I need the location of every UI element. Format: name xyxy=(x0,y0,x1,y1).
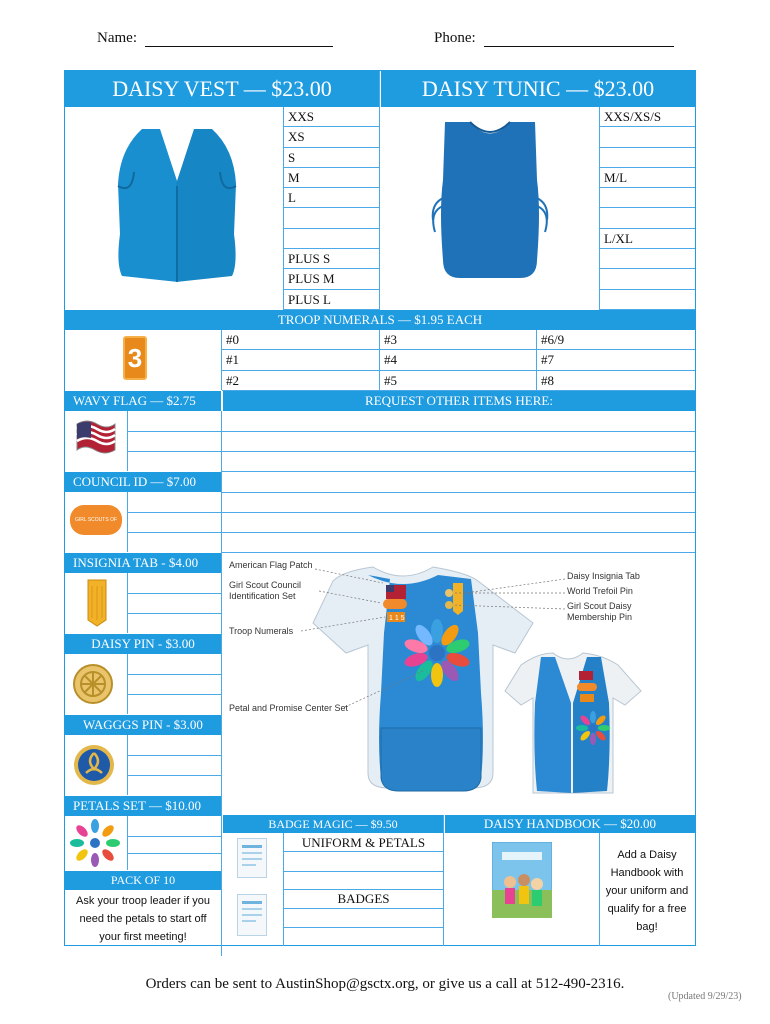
qty-line[interactable] xyxy=(128,694,221,695)
numeral-cell[interactable]: #2 xyxy=(222,371,380,391)
numeral-cell[interactable]: #5 xyxy=(380,371,538,391)
qty-line[interactable] xyxy=(128,593,221,594)
handbook-title: DAISY HANDBOOK — $20.00 xyxy=(445,815,695,833)
badge-option-badges: BADGES xyxy=(337,891,390,906)
petals-set-title: PETALS SET — $10.00 xyxy=(65,796,221,816)
tunic-image xyxy=(425,120,555,285)
callout-insignia: Daisy Insignia Tab xyxy=(567,571,640,581)
vest-size-row[interactable]: PLUS S xyxy=(284,249,379,269)
tunic-size-row[interactable] xyxy=(600,269,695,289)
pack-note: Ask your troop leader if you need the petals to start off your first meeting! xyxy=(76,895,210,943)
vest-size-row[interactable]: L xyxy=(284,188,379,208)
badge-row-line[interactable] xyxy=(284,908,443,909)
waggs-pin-image xyxy=(72,743,116,787)
vest-size-row[interactable]: PLUS M xyxy=(284,269,379,289)
daisy-pin-title: DAISY PIN - $3.00 xyxy=(65,634,221,654)
qty-line[interactable] xyxy=(128,613,221,614)
tunic-size-row[interactable] xyxy=(600,209,695,229)
badge-row-line[interactable] xyxy=(284,927,443,928)
tunic-size-row[interactable] xyxy=(600,249,695,269)
name-label: Name: xyxy=(97,30,137,46)
qty-line[interactable] xyxy=(128,775,221,776)
numeral-cell[interactable]: #6/9 xyxy=(537,330,695,350)
qty-line[interactable] xyxy=(128,836,221,837)
phone-label: Phone: xyxy=(434,30,476,46)
council-patch-text: GIRL SCOUTS OF CTX xyxy=(74,517,118,553)
qty-line[interactable] xyxy=(128,431,221,432)
qty-line[interactable] xyxy=(128,755,221,756)
footer-orders: Orders can be sent to AustinShop@gsctx.org, or give us a call at 512-490-2316. xyxy=(145,976,625,992)
tunic-title: DAISY TUNIC — $23.00 xyxy=(381,71,695,107)
numeral-cell[interactable]: #4 xyxy=(380,350,538,370)
wavy-flag-title: WAVY FLAG — $2.75 xyxy=(65,391,221,411)
phone-field[interactable] xyxy=(484,46,674,47)
footer-updated: (Updated 9/29/23) xyxy=(668,991,742,1002)
tunic-size-row[interactable] xyxy=(600,188,695,208)
qty-line[interactable] xyxy=(128,853,221,854)
insignia-tab-title: INSIGNIA TAB - $4.00 xyxy=(65,553,221,573)
pack-label: PACK OF 10 xyxy=(65,871,221,890)
request-row-line[interactable] xyxy=(222,512,695,513)
tunic-size-row[interactable] xyxy=(600,290,695,310)
request-row-line[interactable] xyxy=(222,451,695,452)
petals-image xyxy=(68,818,122,868)
numeral-patch-digit: 3 xyxy=(127,343,143,373)
badge-row-line[interactable] xyxy=(284,871,443,872)
vest-size-row[interactable] xyxy=(284,229,379,249)
request-row-line[interactable] xyxy=(222,492,695,493)
handbook-image xyxy=(492,842,552,918)
qty-line[interactable] xyxy=(128,532,221,533)
callout-trefoil: World Trefoil Pin xyxy=(567,586,633,596)
numeral-cell[interactable]: #0 xyxy=(222,330,380,350)
numeral-cell[interactable]: #1 xyxy=(222,350,380,370)
vest-size-row[interactable]: XS xyxy=(284,127,379,147)
numeral-cell[interactable]: #8 xyxy=(537,371,695,391)
request-row-line[interactable] xyxy=(222,431,695,432)
callout-council: Girl Scout Council Identification Set xyxy=(229,580,302,601)
handbook-note: Add a Daisy Handbook with your uniform and qualify for a free bag! xyxy=(605,849,689,933)
request-title: REQUEST OTHER ITEMS HERE: xyxy=(223,391,695,411)
vest-size-row[interactable]: S xyxy=(284,148,379,168)
vest-size-row[interactable]: PLUS L xyxy=(284,290,379,310)
numeral-patch xyxy=(123,336,147,380)
numeral-cell[interactable]: #7 xyxy=(537,350,695,370)
vest-size-row[interactable]: M xyxy=(284,168,379,188)
qty-line[interactable] xyxy=(128,674,221,675)
badge-magic-title: BADGE MAGIC — $9.50 xyxy=(223,815,443,833)
badge-magic-image-2 xyxy=(237,894,267,936)
daisy-pin-image xyxy=(72,663,114,705)
request-row-line[interactable] xyxy=(222,471,695,472)
diagram-numeral: 1 1 5 xyxy=(389,615,405,622)
waggs-pin-title: WAGGGS PIN - $3.00 xyxy=(65,715,221,735)
badge-option-uniform: UNIFORM & PETALS xyxy=(284,833,443,852)
badge-magic-image-1 xyxy=(237,838,267,878)
tunic-size-row[interactable]: XXS/XS/S xyxy=(600,107,695,127)
vest-size-row[interactable]: XXS xyxy=(284,107,379,127)
callout-numerals: Troop Numerals xyxy=(229,626,294,636)
tunic-size-row[interactable] xyxy=(600,148,695,168)
callout-membership: Girl Scout Daisy Membership Pin xyxy=(567,601,633,622)
vest-title: DAISY VEST — $23.00 xyxy=(65,71,379,107)
vest-image xyxy=(112,124,242,284)
insignia-tab-image xyxy=(86,578,108,628)
qty-line[interactable] xyxy=(128,512,221,513)
callout-flag: American Flag Patch xyxy=(229,560,313,570)
qty-line[interactable] xyxy=(128,451,221,452)
vest-size-row[interactable] xyxy=(284,209,379,229)
flag-patch xyxy=(73,418,119,460)
numerals-title: TROOP NUMERALS — $1.95 EACH xyxy=(65,310,695,330)
tunic-size-row[interactable]: M/L xyxy=(600,168,695,188)
council-id-title: COUNCIL ID — $7.00 xyxy=(65,472,221,492)
name-field[interactable] xyxy=(145,46,333,47)
council-patch xyxy=(70,505,122,553)
callout-petals: Petal and Promise Center Set xyxy=(229,703,349,713)
request-row-line[interactable] xyxy=(222,532,695,533)
numeral-cell[interactable]: #3 xyxy=(380,330,538,350)
tunic-size-row[interactable] xyxy=(600,127,695,147)
tunic-size-row[interactable]: L/XL xyxy=(600,229,695,249)
